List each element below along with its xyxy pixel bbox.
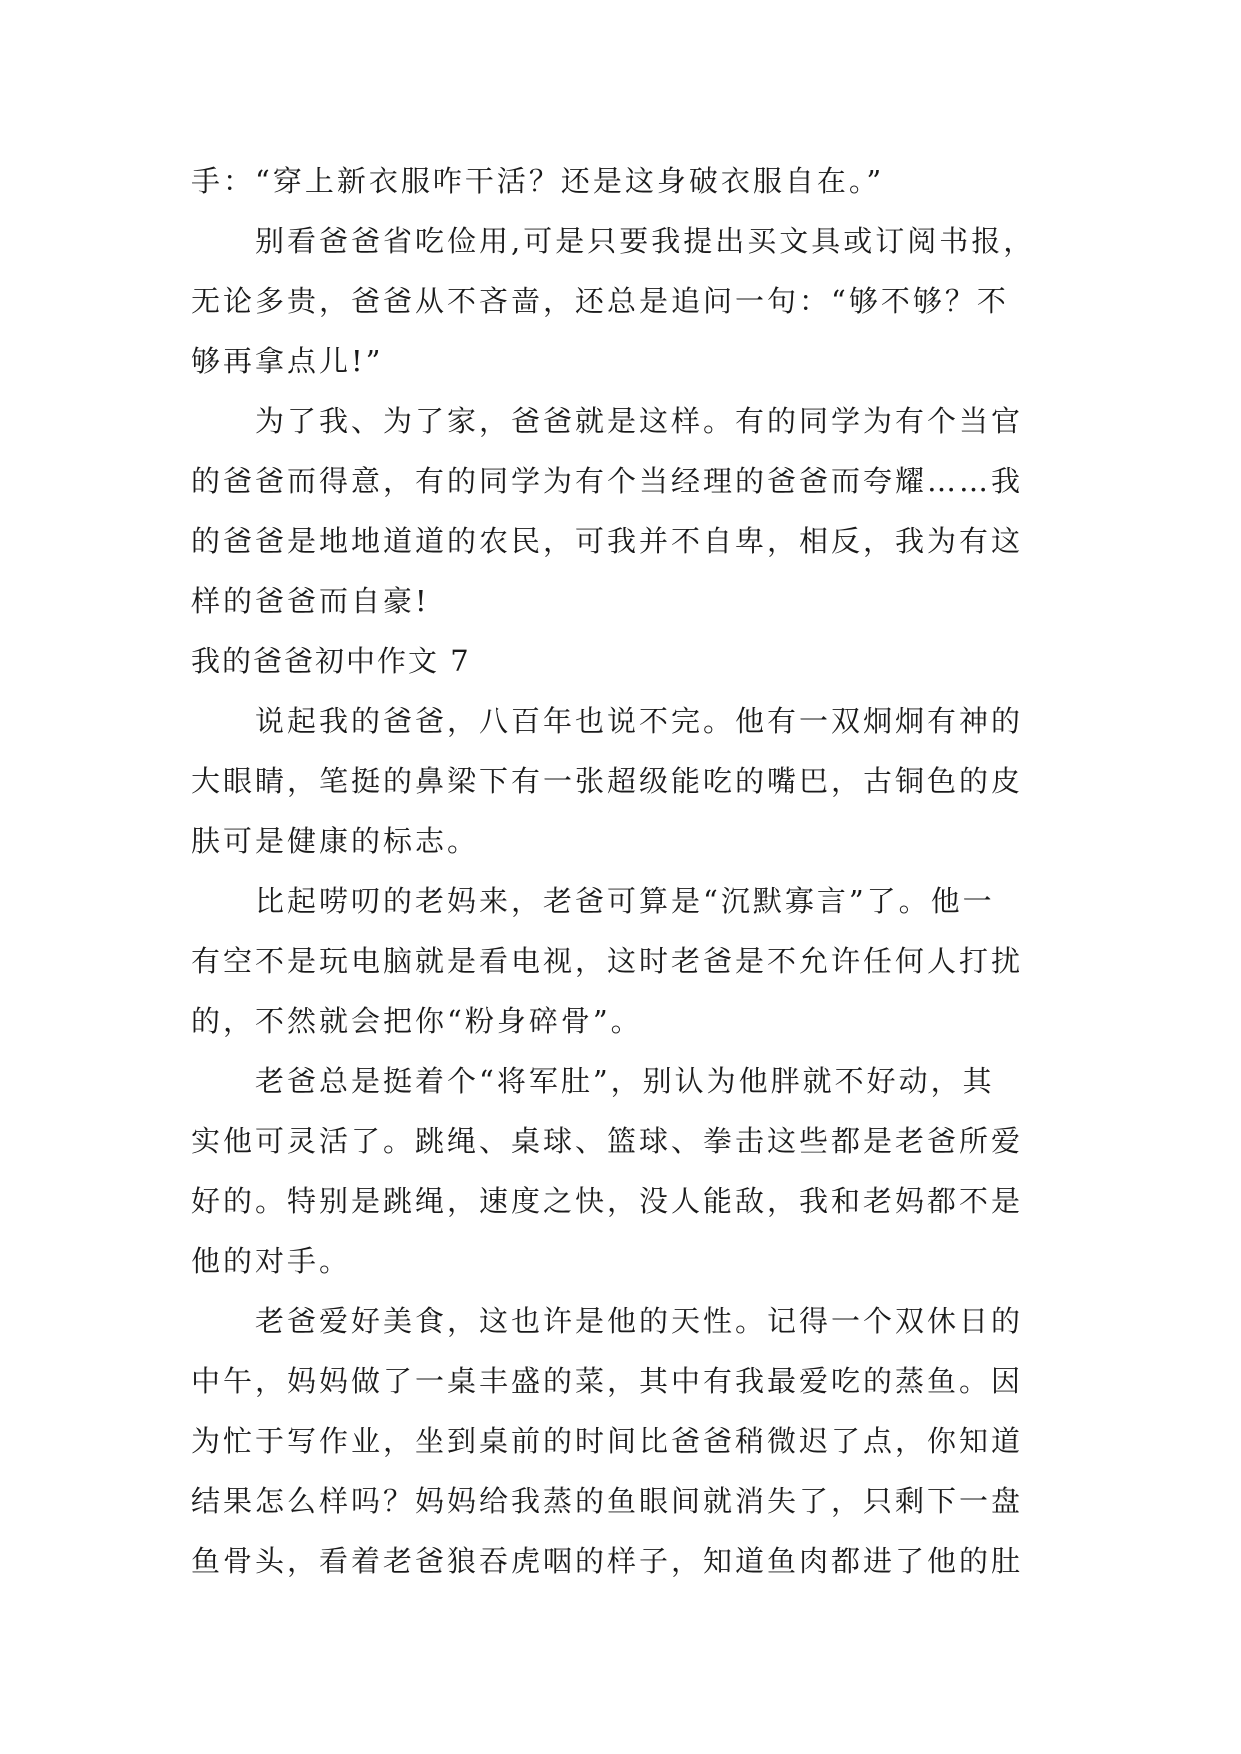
text-line: 肤可是健康的标志。 [191, 824, 480, 858]
text-line: 老爸爱好美食，这也许是他的天性。记得一个双休日的 [255, 1304, 1024, 1338]
text-line: 无论多贵，爸爸从不吝啬，还总是追问一句：“够不够？不 [191, 284, 1009, 318]
text-line: 说起我的爸爸，八百年也说不完。他有一双炯炯有神的 [255, 704, 1024, 738]
text-line: 中午，妈妈做了一桌丰盛的菜，其中有我最爱吃的蒸鱼。因 [191, 1364, 1024, 1398]
text-line: 他的对手。 [191, 1244, 352, 1278]
text-line: 大眼睛，笔挺的鼻梁下有一张超级能吃的嘴巴，古铜色的皮 [191, 764, 1024, 798]
essay-heading: 我的爸爸初中作文 7 [191, 644, 471, 678]
text-line: 鱼骨头，看着老爸狼吞虎咽的样子，知道鱼肉都进了他的肚 [191, 1544, 1024, 1578]
text-line: 比起唠叨的老妈来，老爸可算是“沉默寡言”了。他一 [255, 884, 995, 918]
text-line: 够再拿点儿!” [191, 344, 384, 378]
text-line: 的爸爸而得意，有的同学为有个当经理的爸爸而夸耀……我 [191, 464, 1024, 498]
text-line: 结果怎么样吗？妈妈给我蒸的鱼眼间就消失了，只剩下一盘 [191, 1484, 1024, 1518]
text-line: 老爸总是挺着个“将军肚”，别认为他胖就不好动，其 [255, 1064, 995, 1098]
text-line: 手：“穿上新衣服咋干活？还是这身破衣服自在。” [191, 164, 885, 198]
text-line: 有空不是玩电脑就是看电视，这时老爸是不允许任何人打扰 [191, 944, 1024, 978]
text-line: 样的爸爸而自豪! [191, 584, 430, 618]
text-line: 的爸爸是地地道道的农民，可我并不自卑，相反，我为有这 [191, 524, 1024, 558]
text-line: 好的。特别是跳绳，速度之快，没人能敌，我和老妈都不是 [191, 1184, 1024, 1218]
text-line: 为了我、为了家，爸爸就是这样。有的同学为有个当官 [255, 404, 1024, 438]
text-line: 为忙于写作业，坐到桌前的时间比爸爸稍微迟了点，你知道 [191, 1424, 1024, 1458]
text-line: 实他可灵活了。跳绳、桌球、篮球、拳击这些都是老爸所爱 [191, 1124, 1024, 1158]
text-line: 的，不然就会把你“粉身碎骨”。 [191, 1004, 643, 1038]
text-line: 别看爸爸省吃俭用,可是只要我提出买文具或订阅书报， [255, 224, 1036, 258]
essay-text [191, 151, 1071, 1591]
